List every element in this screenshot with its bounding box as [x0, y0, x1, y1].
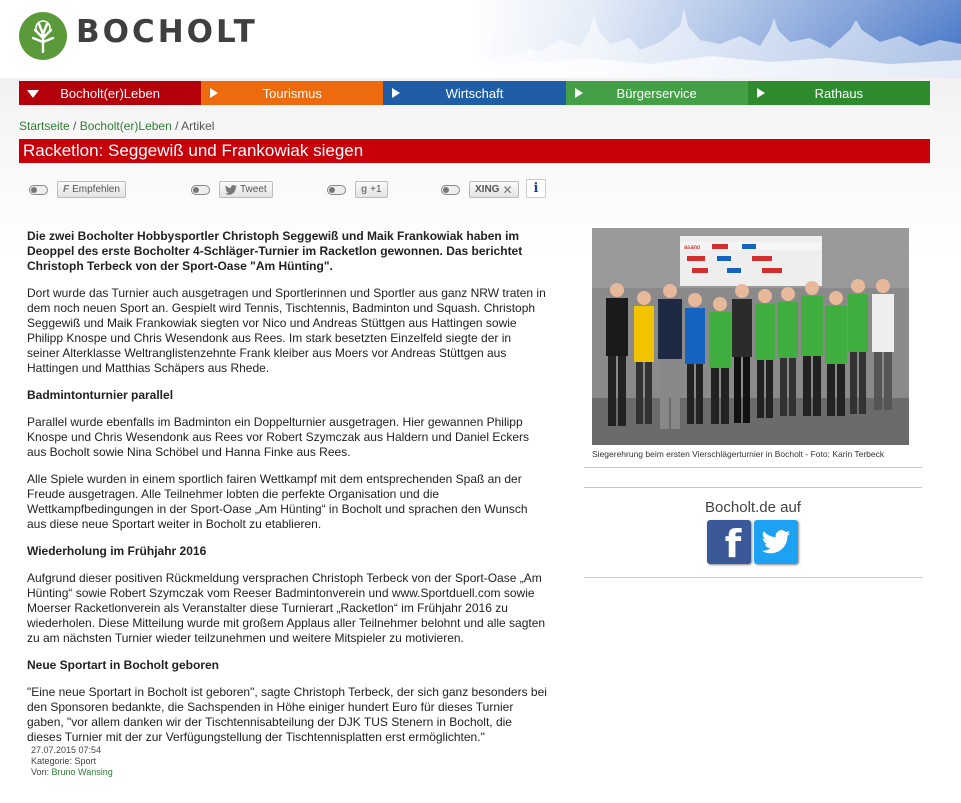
nav-item-buergerservice[interactable]: [566, 81, 748, 105]
divider: [584, 467, 922, 468]
play-arrow-icon: [392, 88, 400, 98]
twitter-share: [191, 181, 273, 198]
article-paragraph: Dort wurde das Turnier auch ausgetragen und Sportlerinnen und Sportler aus ganz NRW traten in dem noch neuen Sport an. Gespielt wird Tennis, Tischtennis, Badminton und Squash. Christoph Seggewiß und Maik Frankowiak siegten vor Nico und Andreas Stüttgen aus Hattingen sowie Philipp Knospe und Chris Wesendonk aus Rees. Im stark besetzten Einzelfeld siegte der in seiner Alterklasse Weltranglistenzehnte Frank kleiber aus Moers vor Andreas Stüttgen aus Hattingen und Matthias Schäpers aus Rhede.: [27, 286, 546, 375]
article-subheading: Neue Sportart in Bocholt geboren: [27, 658, 220, 672]
article-meta: [31, 745, 113, 778]
breadcrumb: [19, 119, 214, 133]
page-title: Racketlon: Seggewiß und Frankowiak siegen: [19, 139, 930, 163]
facebook-toggle-switch[interactable]: [29, 185, 48, 195]
article-author-link[interactable]: Bruno Wansing: [51, 767, 113, 777]
facebook-f-icon: F: [63, 184, 70, 195]
gplus-toggle-switch[interactable]: [327, 185, 346, 195]
city-skyline-banner: [470, 0, 961, 78]
nav-item-rathaus[interactable]: [748, 81, 930, 105]
bocholt-logo[interactable]: [19, 12, 67, 60]
play-arrow-icon: [575, 88, 583, 98]
breadcrumb-current: Artikel: [181, 119, 215, 133]
facebook-recommend-label: Empfehlen: [72, 184, 120, 195]
gplus-share: [327, 181, 388, 198]
xing-x-icon: ✕: [502, 182, 513, 197]
facebook-link[interactable]: [707, 520, 751, 564]
twitter-icon: [761, 530, 791, 554]
main-nav: [19, 81, 930, 105]
social-info-button[interactable]: i: [526, 179, 546, 198]
nav-item-label: Rathaus: [814, 85, 864, 101]
gplus-label: +1: [370, 184, 382, 195]
xing-share: [441, 181, 519, 198]
article-paragraph: Parallel wurde ebenfalls im Badminton ein Doppelturnier ausgetragen. Hier gewannen Philipp Knospe und Chris Wesendonk aus Rees vor Robert Szymczak aus Haldern und Daniel Eckers aus Bocholt sowie Nina Schöbel und Hanna Finke aus Rees.: [27, 415, 530, 459]
article-paragraph: Aufgrund dieser positiven Rückmeldung versprachen Christoph Terbeck von der Sport-Oase „Am Hünting“ sowie Robert Szymczak vom Reeser Badmintonverein und www.Sportduell.com sowie Moerser Racketlonverein als Veranstalter diese Turnierart „Racketlon“ im Frühjahr 2016 zu wiederholen. Diese Mitteilung wurde mit großem Applaus aller Teilnehmer belohnt und alle sagten zu am nächsten Turnier wieder teilzunehmen und weitere Mitspieler zu motivieren.: [27, 571, 546, 645]
play-arrow-icon: [757, 88, 765, 98]
article-category: Kategorie: Sport: [31, 756, 97, 766]
tweet-label: Tweet: [240, 184, 267, 195]
breadcrumb-separator: /: [171, 119, 182, 133]
logo-wordmark[interactable]: BOCHOLT: [76, 14, 258, 50]
article-author-prefix: Von:: [31, 767, 52, 777]
xing-toggle-switch[interactable]: [441, 185, 460, 195]
nav-item-label: Bürgerservice: [616, 85, 697, 101]
twitter-toggle-switch[interactable]: [191, 185, 210, 195]
tree-icon: [25, 18, 61, 54]
article-paragraph: Alle Spiele wurden in einem sportlich fairen Wettkampf mit dem entsprechenden Spaß an der Freude ausgetragen. Alle Teilnehmer lobten die perfekte Organisation und die Wettkampfbedingungen in der Sport-Oase „Am Hünting“ in Bocholt und sprachen den Wunsch aus diese neue Sportart weiter in Bocholt zu etablieren.: [27, 472, 528, 531]
photo-caption: Siegerehrung beim ersten Vierschlägerturnier in Bocholt - Foto: Karin Terbeck: [592, 449, 885, 459]
article-date: 27.07.2015 07:54: [31, 745, 102, 755]
gplus-button[interactable]: [355, 181, 388, 198]
tweet-button[interactable]: [219, 181, 273, 198]
nav-item-tourismus[interactable]: [201, 81, 383, 105]
article-lead: Die zwei Bocholter Hobbysportler Christoph Seggewiß und Maik Frankowiak haben im Deoppel des erste Bocholter 4-Schläger-Turnier im Racketlon gewonnen. Das berichtet Christoph Terbeck von der Sport-Oase "Am Hünting".: [27, 229, 523, 273]
article-paragraph: "Eine neue Sportart in Bocholt ist geboren", sagte Christoph Terbeck, der sich ganz besonders bei den Sponsoren bedankte, die Sachspenden in Höhe einiger hundert Euro für dieses Turnier gaben, "vor allem danken wir der Tischtennisabteilung der DJK TUS Stenern in Bocholt, die dieses Turnier mit der zur Verfügungstellung der Tischtennisplatten erst ermöglichten.": [27, 685, 547, 744]
sponsor-banner-text: asano: [684, 245, 701, 251]
nav-item-wirtschaft[interactable]: [383, 81, 565, 105]
article-photo[interactable]: [592, 228, 909, 445]
divider: [584, 487, 922, 488]
breadcrumb-home-link[interactable]: Startseite: [19, 119, 70, 133]
facebook-icon: f: [724, 522, 742, 564]
facebook-share: [29, 181, 126, 198]
play-arrow-icon: [210, 88, 218, 98]
follow-title: Bocholt.de auf: [705, 499, 801, 516]
chevron-down-icon: [27, 90, 39, 98]
google-plus-icon: g: [361, 184, 368, 195]
team-photo-illustration: [592, 228, 909, 445]
breadcrumb-separator: /: [69, 119, 80, 133]
article-subheading: Badmintonturnier parallel: [27, 388, 174, 402]
xing-button[interactable]: [469, 181, 519, 198]
facebook-recommend-button[interactable]: [57, 181, 126, 198]
twitter-bird-icon: [225, 185, 237, 195]
article-author-line: [31, 767, 113, 778]
article-body: [27, 229, 547, 757]
breadcrumb-section-link[interactable]: Bocholt(er)Leben: [79, 119, 172, 133]
nav-item-label: Wirtschaft: [445, 85, 504, 101]
divider: [584, 577, 922, 578]
nav-item-bocholter-leben[interactable]: [19, 81, 201, 105]
nav-item-label: Bocholt(er)Leben: [60, 85, 160, 101]
article-subheading: Wiederholung im Frühjahr 2016: [27, 544, 207, 558]
xing-label: XING: [475, 184, 500, 195]
site-header: [0, 0, 961, 78]
nav-item-label: Tourismus: [262, 85, 322, 101]
twitter-link[interactable]: [754, 520, 798, 564]
